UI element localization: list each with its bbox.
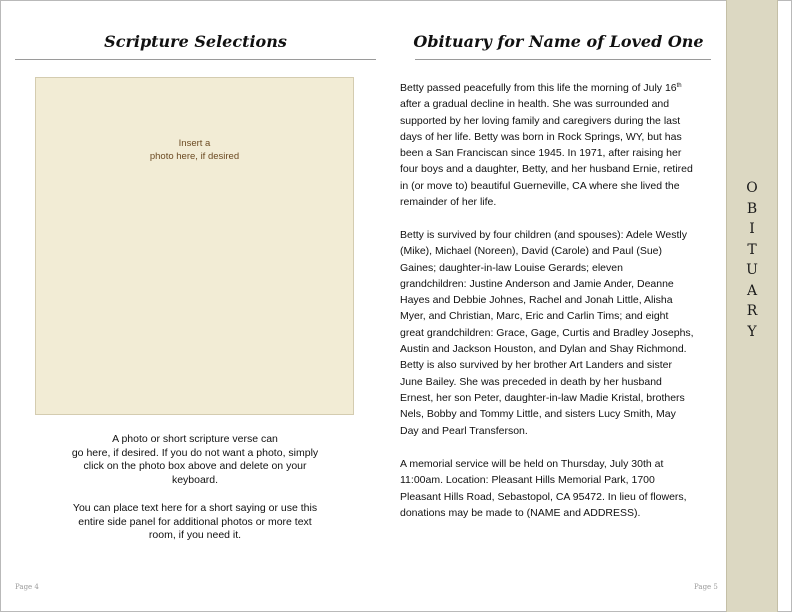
left-heading: Scripture Selections: [104, 32, 287, 51]
text-line: grandchildren: Justine Anderson and Jamie Ander, Deanne: [400, 277, 674, 290]
photo-placeholder-line: Insert a: [178, 138, 211, 149]
side-letter: A: [746, 282, 758, 299]
text-line: Myer, and Christian, Marc, Eric and Carlin Tims; and eight: [400, 310, 669, 323]
text-line: Betty is survived by four children (and spouses): Adele Westly: [400, 229, 687, 241]
text-line: Hayes and Debbie Johnes, Rachel and Jonah Little, Alisha: [400, 294, 673, 307]
text-line: 11:00am. Location: Pleasant Hills Memorial Park, 1700: [400, 474, 655, 487]
left-heading-rule: [15, 59, 376, 60]
photo-placeholder-line: photo here, if desired: [149, 151, 240, 162]
text-line: (Mike), Michael (Noreen), David (Carole) and Paul (Sue): [400, 245, 663, 258]
text-line: remainder of her life.: [400, 196, 497, 209]
side-title-vertical: [727, 178, 777, 342]
page-number-left: Page 4: [15, 583, 39, 591]
text-line: great grandchildren: Grace, Gage, Curtis and Bradley Josephs,: [400, 326, 694, 339]
left-paragraph-2[interactable]: [52, 502, 338, 543]
text-line: days of her life. Betty was born in Rock Springs, WY, but has: [400, 130, 682, 143]
side-letter: T: [747, 241, 757, 258]
right-heading: Obituary for Name of Loved One: [413, 32, 704, 51]
text-line: donations may be made to (NAME and ADDRESS).: [400, 506, 641, 519]
text-line: supported by her loving family and caregivers during the last: [400, 114, 681, 127]
text-line: You can place text here for a short saying or use this: [72, 502, 318, 514]
text-line: Gaines; daughter-in-law Louise Gerards; eleven: [400, 261, 623, 274]
text-line: Nels, Bobby and Tommy Little, and sisters Lucy Smith, May: [400, 408, 676, 421]
obituary-paragraph-3[interactable]: [400, 456, 722, 521]
text-line: Day and Pearl Transferson.: [400, 424, 528, 437]
text-line: four boys and a daughter, Betty, and her husband Ernie, retired: [400, 163, 693, 176]
text-line: click on the photo box above and delete on your: [83, 460, 307, 472]
photo-placeholder-text: [36, 137, 353, 163]
text-line: Austin and Jackson Houston, and Dylan and Shay Richmond.: [400, 343, 687, 356]
ordinal-suffix: th: [676, 83, 682, 89]
text-line: go here, if desired. If you do not want a photo, simply: [71, 446, 319, 459]
text-line: keyboard.: [171, 473, 219, 486]
right-heading-rule: [415, 59, 711, 60]
obituary-paragraph-2[interactable]: [400, 227, 722, 439]
text-line: A memorial service will be held on Thursday, July 30th at: [400, 458, 664, 470]
text-line: entire side panel for additional photos or more text: [78, 515, 312, 528]
text-line: Betty is also survived by her brother Art Landers and sister: [400, 359, 672, 372]
left-paragraph-1[interactable]: [52, 433, 338, 487]
side-letter: R: [746, 303, 758, 319]
text-line: Pleasant Hills Road, Sebastopol, CA 95472. In lieu of flowers,: [400, 490, 687, 503]
text-line: June Bailey. She was preceded in death by her husband: [400, 375, 662, 388]
text-line: after a gradual decline in health. She was surrounded and: [400, 98, 670, 111]
text-line: A photo or short scripture verse can: [112, 433, 278, 445]
obituary-paragraph-1[interactable]: [400, 80, 722, 210]
side-panel: [726, 0, 778, 612]
side-letter: O: [746, 180, 758, 196]
text-line: Betty passed peacefully from this life the morning of July 16th: [400, 82, 682, 94]
side-letter: Y: [747, 323, 757, 340]
text-line: Ernest, her son Peter, daughter-in-law Madie Kristal, brothers: [400, 391, 685, 404]
side-letter: B: [746, 200, 758, 217]
text-line: been a San Franciscan since 1945. In 1971, after raising her: [400, 147, 682, 160]
photo-placeholder-box[interactable]: [35, 77, 354, 415]
text-line: in (or move to) beautiful Guerneville, CA where she lived the: [400, 179, 680, 192]
text-line: room, if you need it.: [148, 529, 242, 541]
side-letter: I: [749, 221, 755, 237]
page-number-right: Page 5: [694, 583, 718, 591]
side-letter: U: [746, 262, 758, 278]
